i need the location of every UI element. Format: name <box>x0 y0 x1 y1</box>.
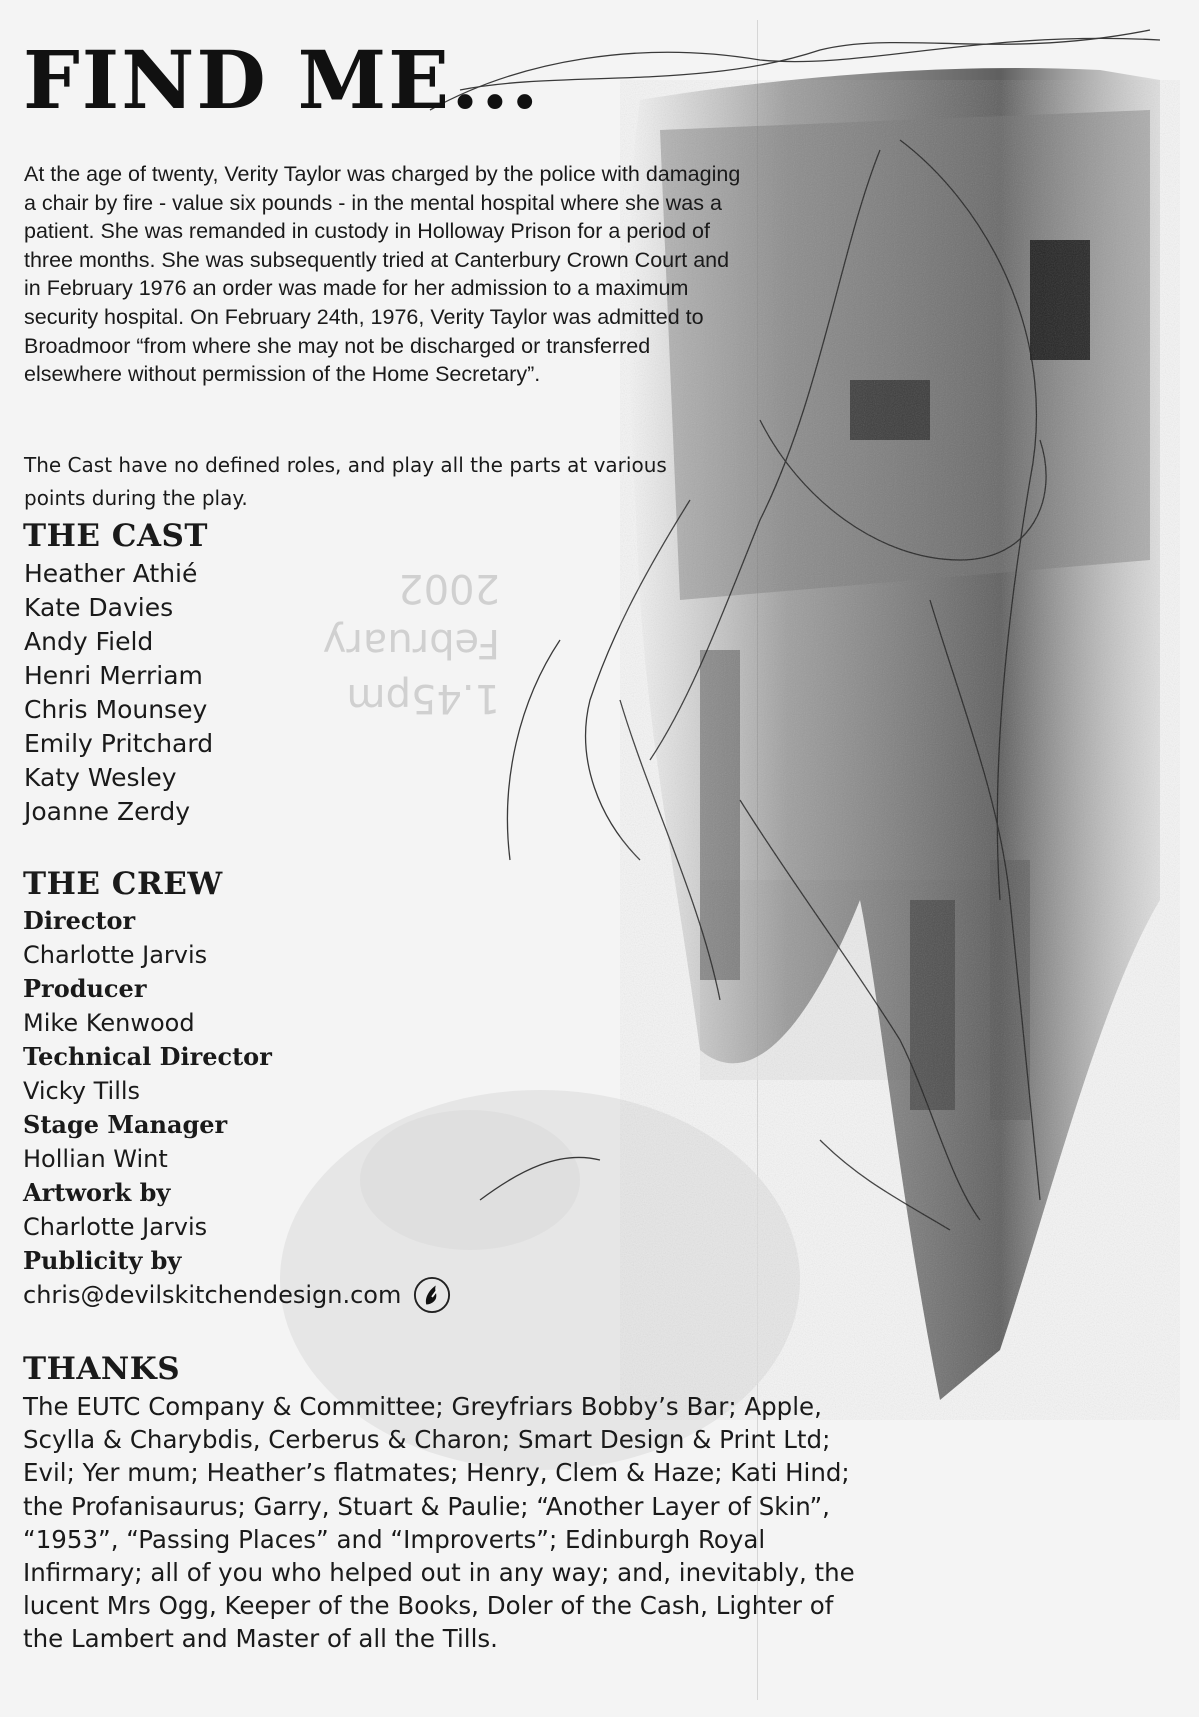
crew-list <box>23 904 451 1312</box>
ghost-backside-text: 1.45pm February 2002 <box>322 565 500 721</box>
cast-member: Henri Merriam <box>24 661 203 690</box>
crew-person: Mike Kenwood <box>23 1009 195 1037</box>
cast-member: Katy Wesley <box>24 763 177 792</box>
crew-role: Producer <box>23 974 147 1003</box>
crew-person: Hollian Wint <box>23 1145 168 1173</box>
crew-role: Director <box>23 906 136 935</box>
cast-member: Emily Pritchard <box>24 729 214 758</box>
crew-role: Stage Manager <box>23 1110 228 1139</box>
crew-role: Artwork by <box>23 1178 171 1207</box>
cast-member: Andy Field <box>24 627 154 656</box>
crew-person: Charlotte Jarvis <box>23 1213 208 1241</box>
thanks-heading: THANKS <box>23 1351 181 1387</box>
cast-member: Kate Davies <box>24 593 174 622</box>
intro-paragraph: At the age of twenty, Verity Taylor was charged by the police with damaging a chair by fire - value six pounds - in the mental hospital where she was a patient. She was remanded in custody in Holloway Prison for a period of three months. She was subsequently tried at Canterbury Crown Court and in February 1976 an order was made for her admission to a maximum security hospital. On February 24th, 1976, Verity Taylor was admitted to Broadmoor “from where she may not be discharged or transferred elsewhere without permission of the Home Secretary”. <box>24 162 741 387</box>
cast-member: Chris Mounsey <box>24 695 208 724</box>
cast-list <box>24 557 213 829</box>
devils-kitchen-logo-icon <box>413 1276 451 1314</box>
cast-member: Joanne Zerdy <box>24 797 191 826</box>
crew-role: Publicity by <box>23 1246 182 1275</box>
crew-role: Technical Director <box>23 1042 272 1071</box>
crew-person: Charlotte Jarvis <box>23 941 208 969</box>
crew-heading: THE CREW <box>23 866 223 902</box>
cast-note: The Cast have no defined roles, and play all the parts at various points during the play. <box>24 453 667 510</box>
cast-member: Heather Athié <box>24 559 198 588</box>
cast-heading: THE CAST <box>23 518 208 554</box>
thanks-paragraph: The EUTC Company & Committee; Greyfriars Bobby’s Bar; Apple, Scylla & Charybdis, Cerberus & Charon; Smart Design & Print Ltd; Evil; Yer mum; Heather’s flatmates; Henry, Clem & Haze; Kati Hind; the Profanisaurus; Garry, Stuart & Paulie; “Another Layer of Skin”, “1953”, “Passing Places” and “Improverts”; Edinburgh Royal Infirmary; all of you who helped out in any way; and, inevitably, the lucent Mrs Ogg, Keeper of the Books, Doler of the Cash, Lighter of the Lambert and Master of all the Tills. <box>23 1392 855 1654</box>
publicity-email[interactable]: chris@devilskitchendesign.com <box>23 1281 402 1309</box>
publicity-row <box>23 1278 451 1312</box>
page-title: FIND ME... <box>23 33 541 127</box>
crew-person: Vicky Tills <box>23 1077 141 1105</box>
